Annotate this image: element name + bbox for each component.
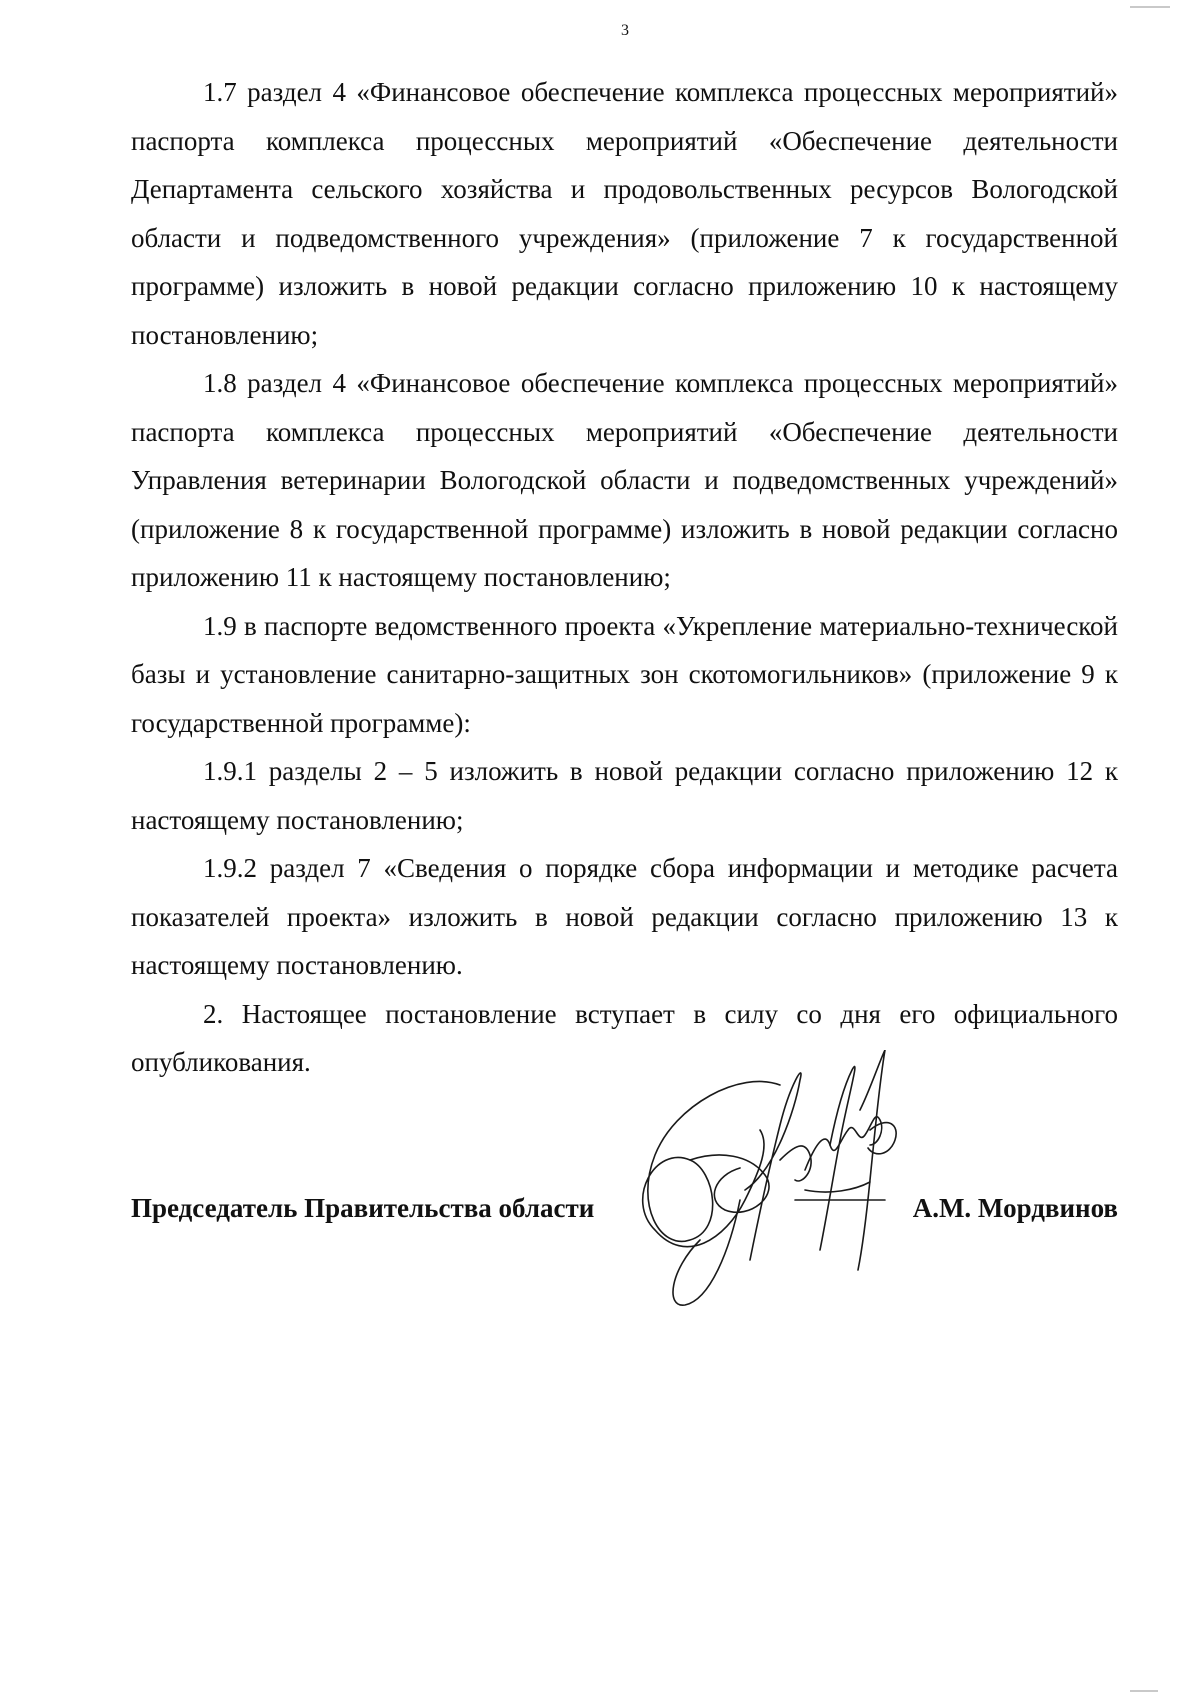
handwritten-signature bbox=[630, 1050, 930, 1330]
document-body bbox=[131, 68, 1118, 1087]
signer-name: А.М. Мордвинов bbox=[912, 1193, 1118, 1223]
paragraph-2: 2. Настоящее постановление вступает в силу со дня его официального опубликования. bbox=[131, 998, 1118, 1077]
paragraph-1-9: 1.9 в паспорте ведомственного проекта «Укрепление материально-технической базы и установление санитарно-защитных зон скотомогильников» (приложение 9 к государственной программе): bbox=[131, 610, 1118, 738]
scan-artifact-bottom bbox=[1130, 1690, 1158, 1692]
paragraph-1-9-2: 1.9.2 раздел 7 «Сведения о порядке сбора информации и методике расчета показателей проекта» изложить в новой редакции согласно приложению 13 к настоящему постановлению. bbox=[131, 853, 1118, 980]
signer-title: Председатель Правительства области bbox=[131, 1193, 595, 1223]
paragraph-1-7: 1.7 раздел 4 «Финансовое обеспечение комплекса процессных мероприятий» паспорта комплекса процессных мероприятий «Обеспечение деятельности Департамента сельского хозяйства и продовольственных ресурсов Вологодской области и подведомственного учреждения» (приложение 7 к государственной программе) изложить в новой редакции согласно приложению 10 к настоящему постановлению; bbox=[131, 77, 1118, 350]
page-number: 3 bbox=[621, 22, 629, 39]
paragraph-1-8: 1.8 раздел 4 «Финансовое обеспечение комплекса процессных мероприятий» паспорта комплекса процессных мероприятий «Обеспечение деятельности Управления ветеринарии Вологодской области и подведомственных учреждений» (приложение 8 к государственной программе) изложить в новой редакции согласно приложению 11 к настоящему постановлению; bbox=[131, 368, 1118, 592]
scan-artifact-top bbox=[1130, 6, 1170, 8]
signature-block bbox=[131, 1175, 1118, 1235]
paragraph-1-9-1: 1.9.1 разделы 2 – 5 изложить в новой редакции согласно приложению 12 к настоящему постановлению; bbox=[131, 756, 1118, 835]
